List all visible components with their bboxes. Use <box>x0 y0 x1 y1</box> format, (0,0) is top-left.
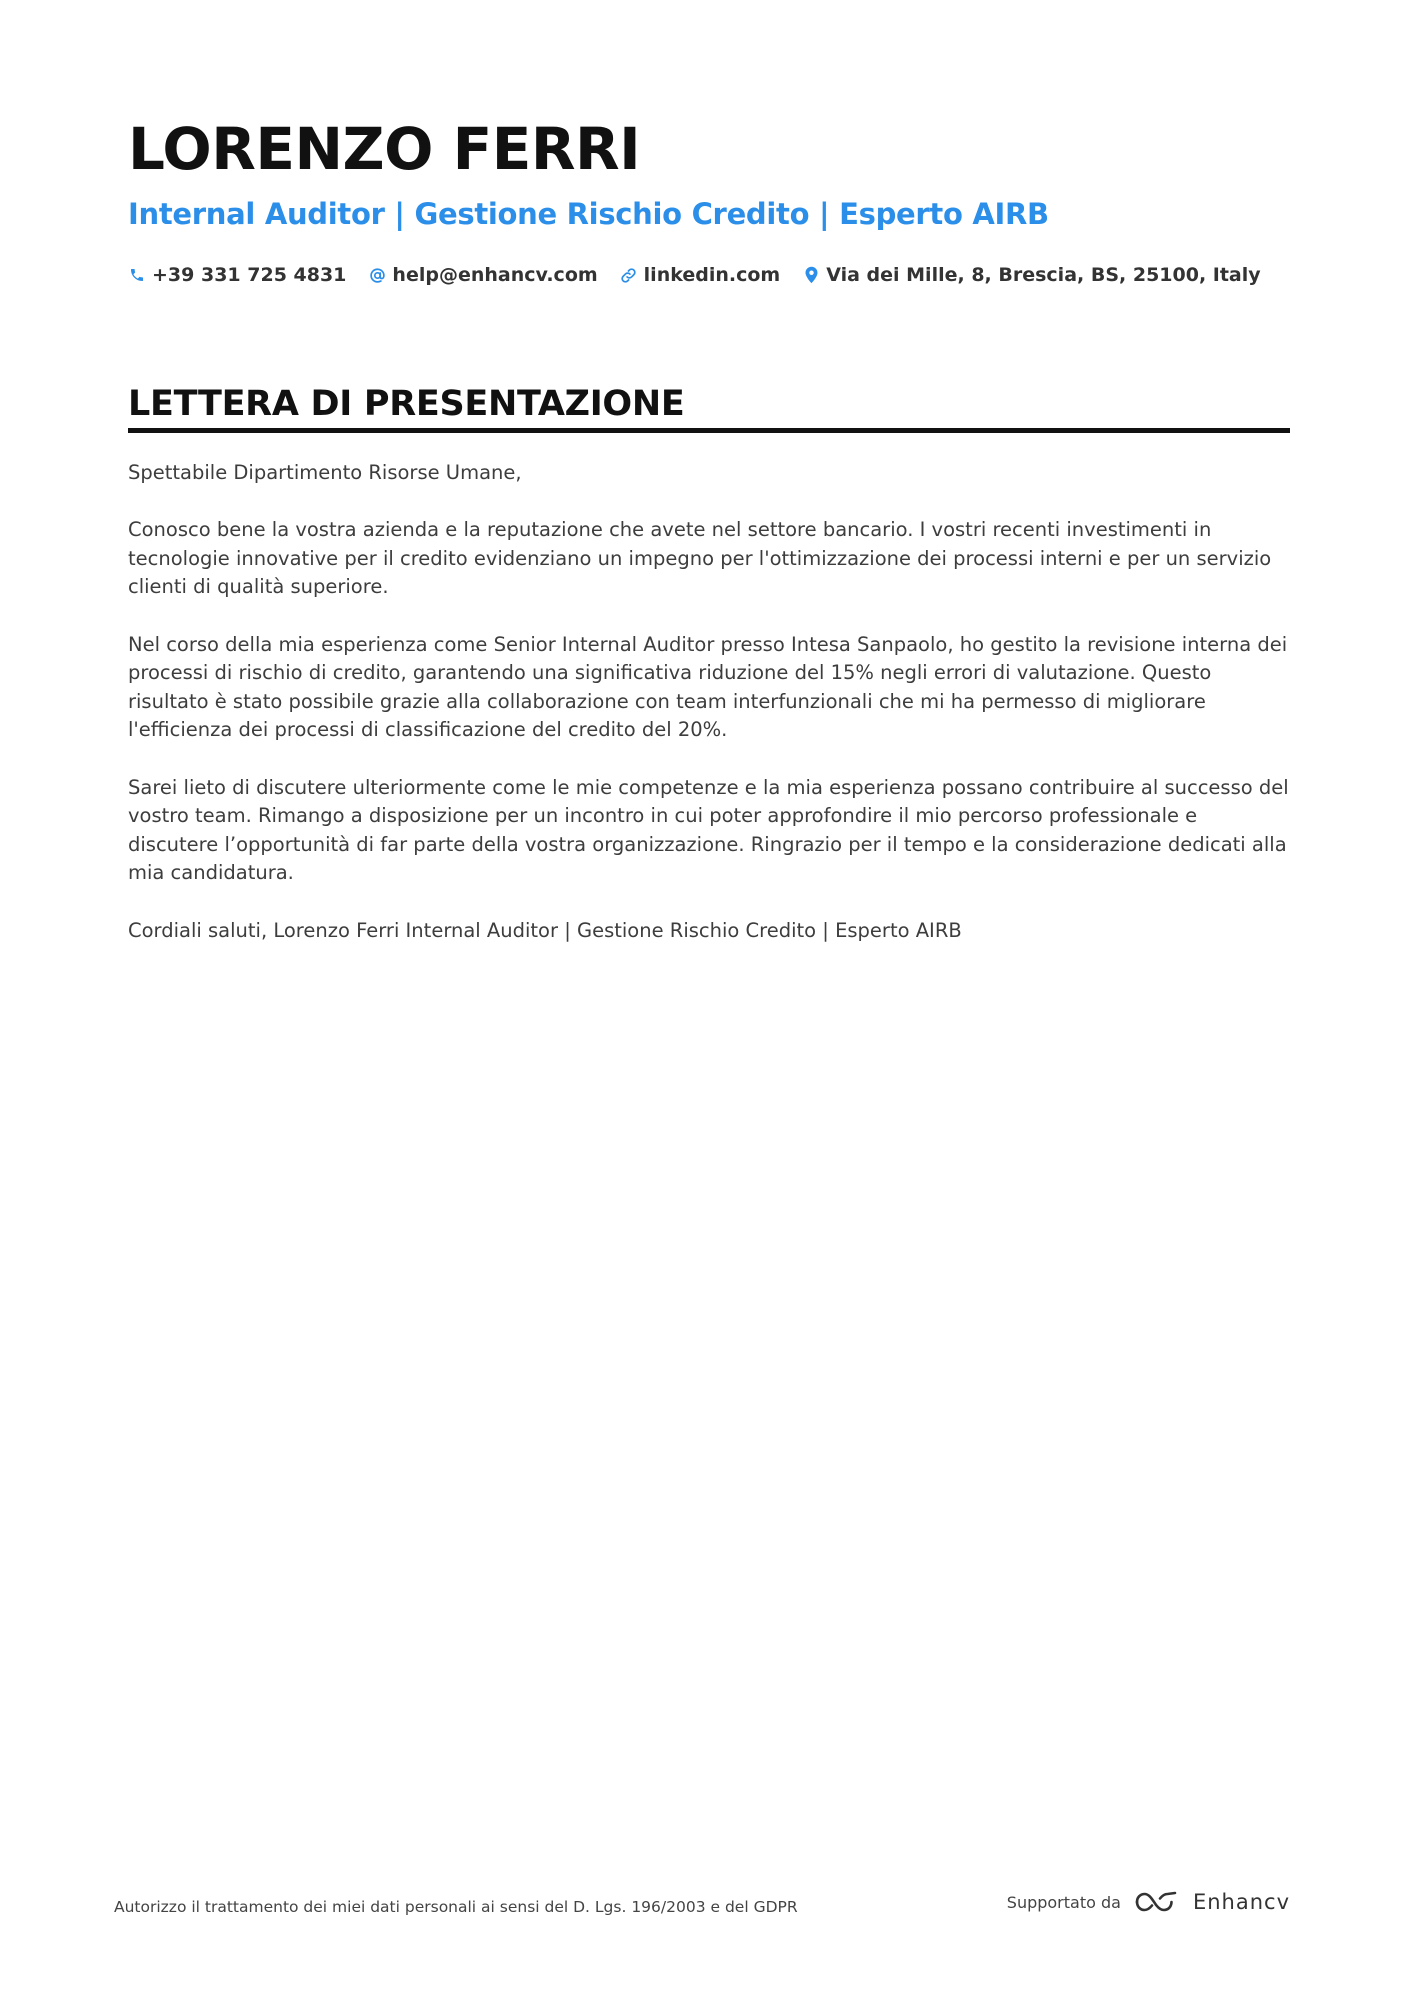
candidate-name: LORENZO FERRI <box>128 115 641 183</box>
contact-email-text: help@enhancv.com <box>392 264 598 286</box>
page-footer <box>114 1884 1290 1920</box>
cover-letter-page <box>128 108 1290 974</box>
contact-email[interactable] <box>368 264 597 286</box>
section-title: LETTERA DI PRESENTAZIONE <box>128 382 1290 433</box>
letter-closing: Cordiali saluti, Lorenzo Ferri Internal Auditor | Gestione Rischio Credito | Esperto AIRB <box>128 918 962 942</box>
contact-phone[interactable] <box>128 264 346 286</box>
letter-paragraph-3: Sarei lieto di discutere ulteriormente come le mie competenze e la mia esperienza possano contribuire al successo del vostro team. Rimango a disposizione per un incontro in cui poter approfondire il mio percorso professionale e discutere l’opportunità di far parte della vostra organizzazione. Ringrazio per il tempo e la considerazione dedicati alla mia candidatura. <box>128 775 1289 885</box>
letter-salutation: Spettabile Dipartimento Risorse Umane, <box>128 461 522 484</box>
link-icon <box>620 266 638 284</box>
contact-phone-text: +39 331 725 4831 <box>152 264 347 286</box>
powered-by[interactable] <box>1007 1889 1290 1915</box>
contact-address-text: Via dei Mille, 8, Brescia, BS, 25100, Italy <box>826 264 1261 286</box>
enhancv-logo-icon <box>1133 1889 1179 1915</box>
at-icon <box>368 266 386 284</box>
enhancv-wordmark: Enhancv <box>1192 1890 1290 1914</box>
contact-linkedin-text: linkedin.com <box>643 264 781 286</box>
powered-by-label: Supportato da <box>1006 1892 1121 1912</box>
letter-paragraph-1: Conosco bene la vostra azienda e la reputazione che avete nel settore bancario. I vostri recenti investimenti in tecnologie innovative per il credito evidenziano un impegno per l'ottimizzazione dei processi interni e per un servizio clienti di qualità superiore. <box>128 518 1272 599</box>
contact-address <box>802 264 1260 286</box>
phone-icon <box>128 266 146 284</box>
privacy-note: Autorizzo il trattamento dei miei dati personali ai sensi del D. Lgs. 196/2003 e del GDPR <box>114 1898 798 1916</box>
candidate-headline: Internal Auditor | Gestione Rischio Credito | Esperto AIRB <box>128 197 1049 231</box>
letter-body <box>128 459 1290 945</box>
contact-row <box>128 260 1290 290</box>
contact-linkedin[interactable] <box>620 264 781 286</box>
letter-paragraph-2: Nel corso della mia esperienza come Senior Internal Auditor presso Intesa Sanpaolo, ho gestito la revisione interna dei processi di rischio di credito, garantendo una significativa riduzione del 15% negli errori di valutazione. Questo risultato è stato possibile grazie alla collaborazione con team interfunzionali che mi ha permesso di migliorare l'efficienza dei processi di classificazione del credito del 20%. <box>128 632 1288 742</box>
location-pin-icon <box>802 266 820 284</box>
